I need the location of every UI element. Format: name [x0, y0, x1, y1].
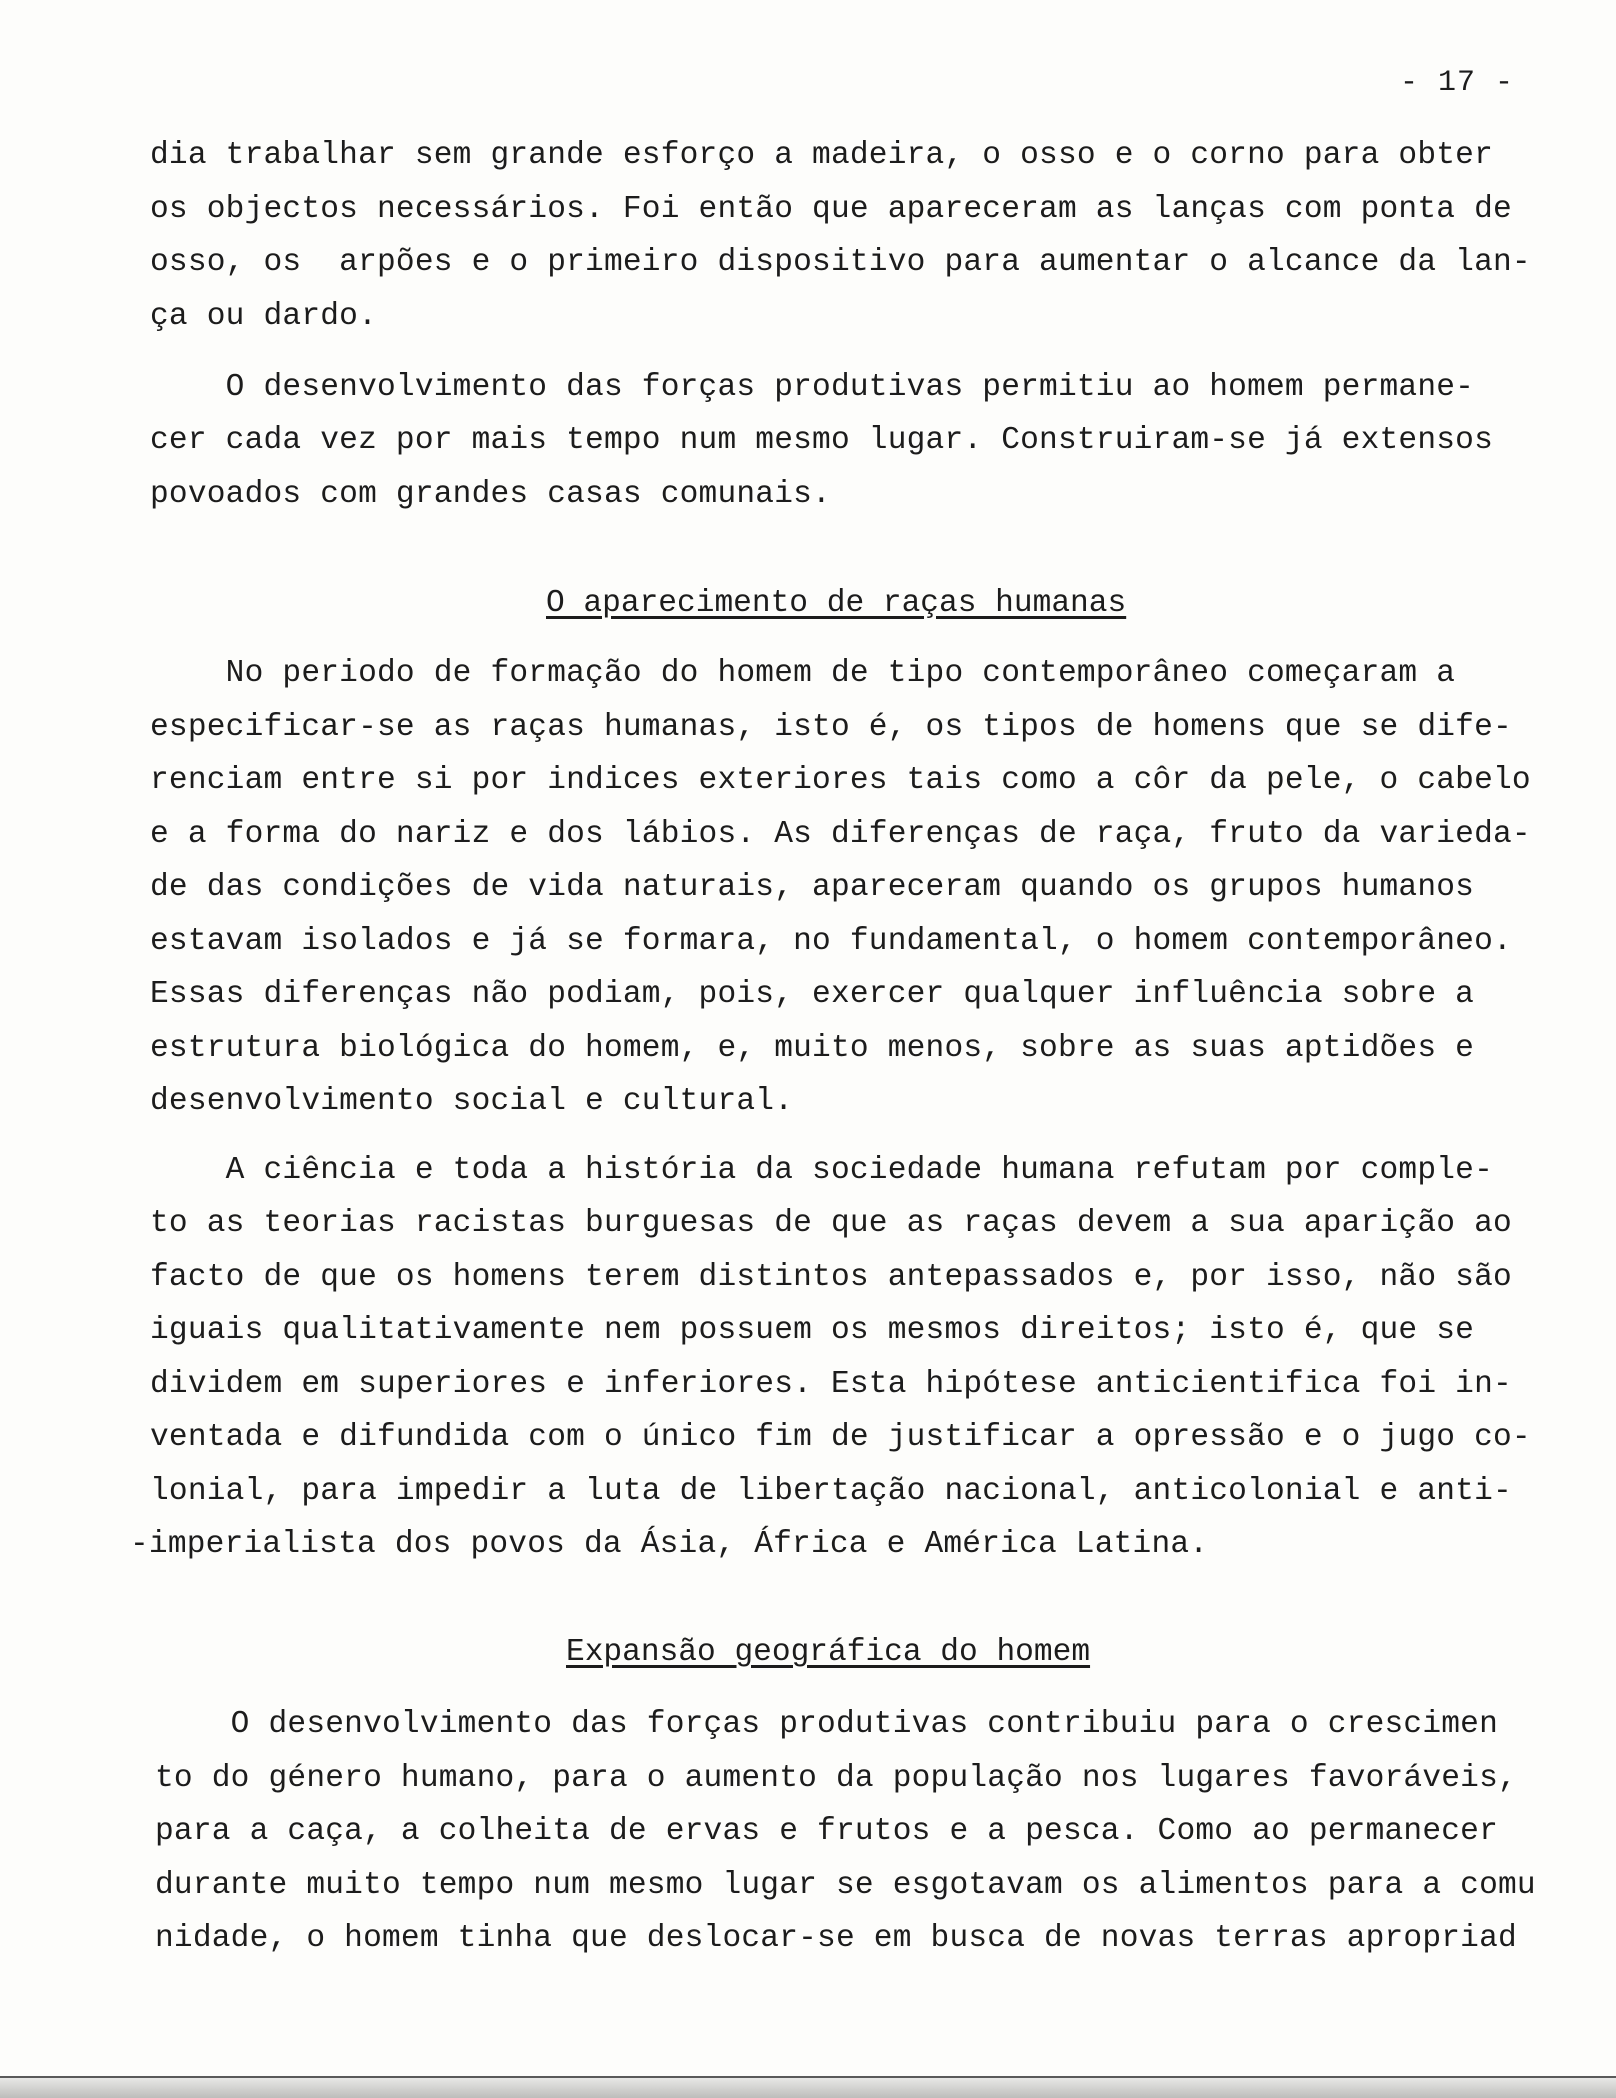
- text-line: A ciência e toda a história da sociedade humana refutam por comple-: [150, 1153, 1494, 1188]
- text-line: e a forma do nariz e dos lábios. As diferenças de raça, fruto da varieda-: [150, 817, 1531, 852]
- text-line: nidade, o homem tinha que deslocar-se em busca de novas terras apropriad: [155, 1921, 1517, 1956]
- text-line: durante muito tempo num mesmo lugar se esgotavam os alimentos para a comu: [155, 1868, 1536, 1903]
- text-line: de das condições de vida naturais, apareceram quando os grupos humanos: [150, 870, 1475, 905]
- text-line: osso, os arpões e o primeiro dispositivo para aumentar o alcance da lan-: [150, 245, 1531, 280]
- text-line: ça ou dardo.: [150, 299, 377, 334]
- text-line: povoados com grandes casas comunais.: [150, 477, 831, 512]
- page-number: - 17 -: [1400, 66, 1515, 100]
- text-line: para a caça, a colheita de ervas e frutos e a pesca. Como ao permanecer: [155, 1814, 1499, 1849]
- page-bottom-edge: [0, 2076, 1616, 2098]
- text-line: cer cada vez por mais tempo num mesmo lugar. Construiram-se já extensos: [150, 423, 1494, 458]
- text-line: ventada e difundida com o único fim de justificar a opressão e o jugo co-: [150, 1420, 1531, 1455]
- text-line: to as teorias racistas burguesas de que as raças devem a sua aparição ao: [150, 1206, 1512, 1241]
- section-heading: O aparecimento de raças humanas: [546, 586, 1127, 621]
- text-line: iguais qualitativamente nem possuem os mesmos direitos; isto é, que se: [150, 1313, 1475, 1348]
- text-line: to do género humano, para o aumento da população nos lugares favoráveis,: [155, 1761, 1517, 1796]
- text-line: O desenvolvimento das forças produtivas contribuiu para o crescimen: [155, 1707, 1499, 1742]
- text-line: renciam entre si por indices exteriores tais como a côr da pele, o cabelo: [150, 763, 1531, 798]
- text-line: Essas diferenças não podiam, pois, exercer qualquer influência sobre a: [150, 977, 1475, 1012]
- text-line: estrutura biológica do homem, e, muito menos, sobre as suas aptidões e: [150, 1031, 1475, 1066]
- text-line: facto de que os homens terem distintos antepassados e, por isso, não são: [150, 1260, 1512, 1295]
- text-line: O desenvolvimento das forças produtivas permitiu ao homem permane-: [150, 370, 1475, 405]
- text-line: No periodo de formação do homem de tipo contemporâneo começaram a: [150, 656, 1456, 691]
- text-line: -imperialista dos povos da Ásia, África e América Latina.: [130, 1527, 1209, 1562]
- text-line: desenvolvimento social e cultural.: [150, 1084, 794, 1119]
- text-line: lonial, para impedir a luta de libertação nacional, anticolonial e anti-: [150, 1474, 1512, 1509]
- text-line: especificar-se as raças humanas, isto é, os tipos de homens que se dife-: [150, 710, 1512, 745]
- section-heading: Expansão geográfica do homem: [566, 1635, 1091, 1670]
- text-line: os objectos necessários. Foi então que apareceram as lanças com ponta de: [150, 192, 1512, 227]
- text-line: estavam isolados e já se formara, no fundamental, o homem contemporâneo.: [150, 924, 1512, 959]
- text-line: dividem em superiores e inferiores. Esta hipótese anticientifica foi in-: [150, 1367, 1512, 1402]
- text-line: dia trabalhar sem grande esforço a madeira, o osso e o corno para obter: [150, 138, 1494, 173]
